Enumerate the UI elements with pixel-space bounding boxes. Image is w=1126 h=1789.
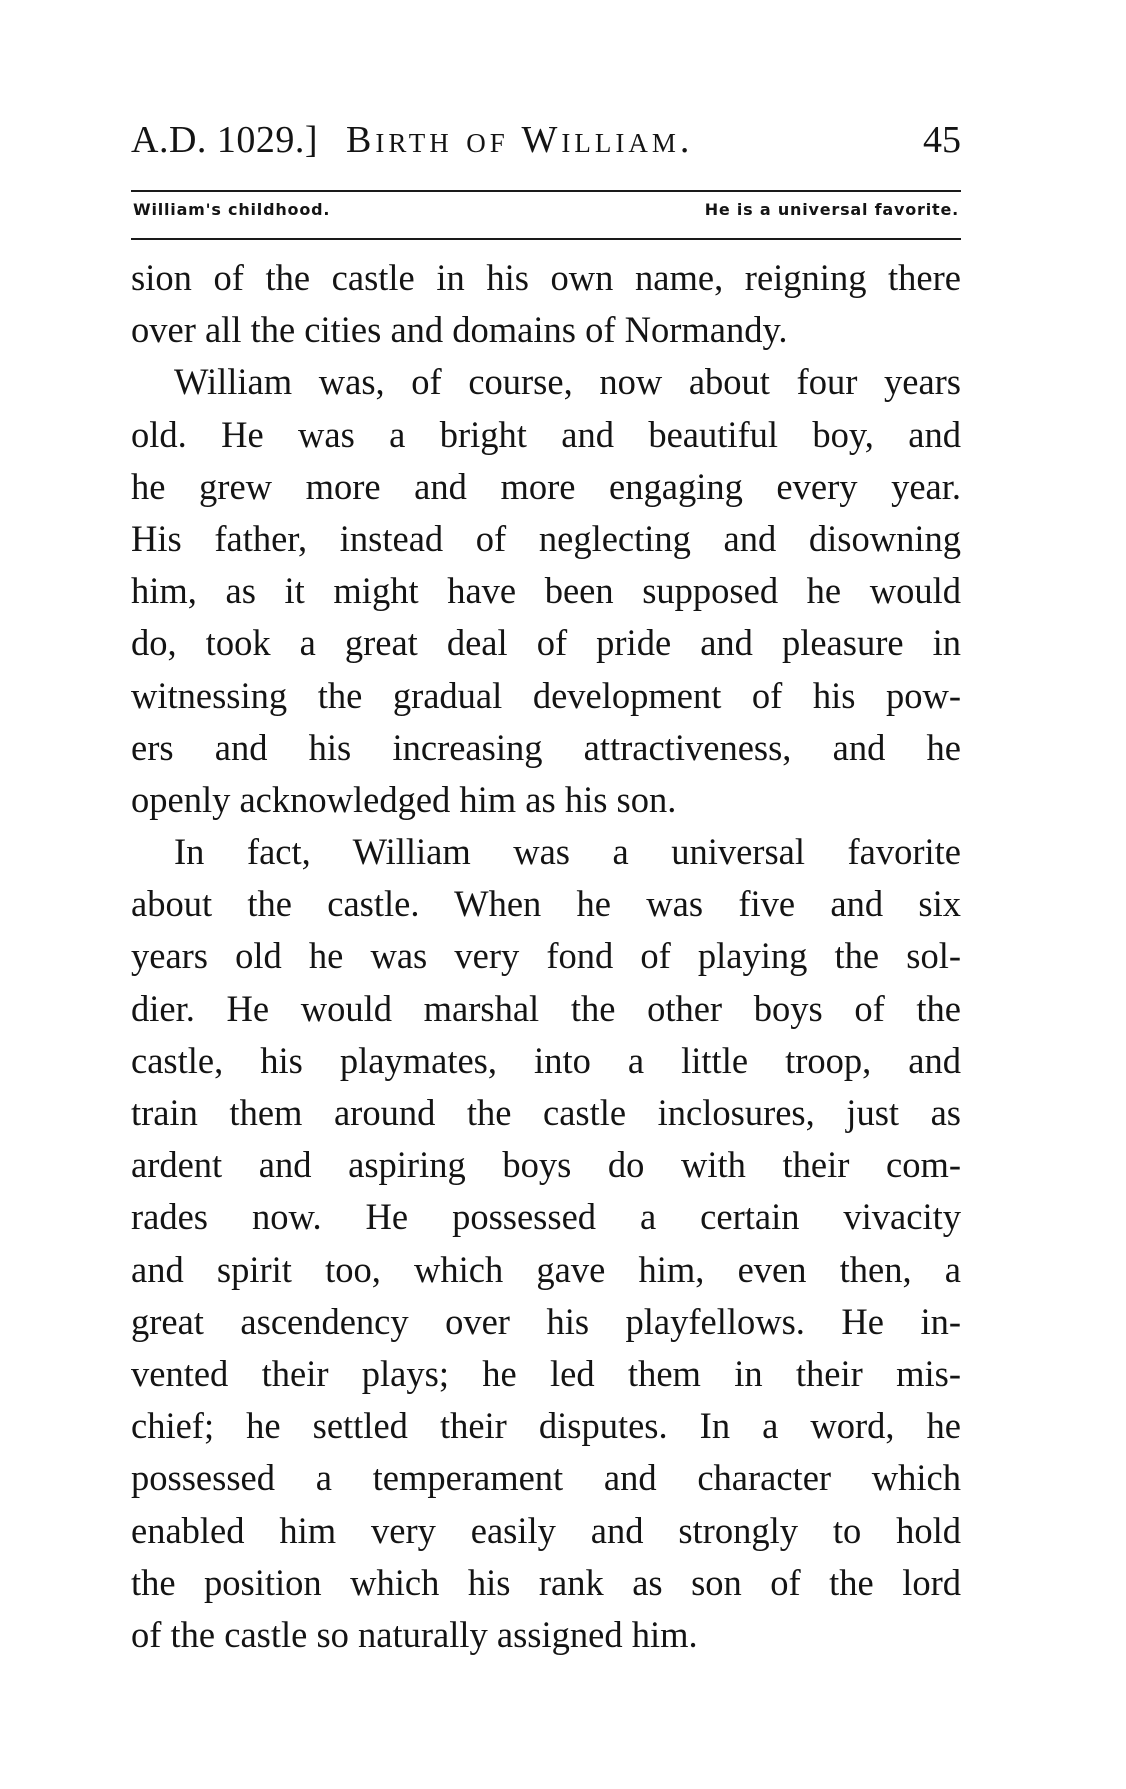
text-line: vented their plays; he led them in their mis- xyxy=(131,1352,961,1394)
header-date: A.D. 1029.] xyxy=(131,119,319,161)
text-line: dier. He would marshal the other boys of the xyxy=(131,987,961,1029)
text-line: witnessing the gradual development of his pow- xyxy=(131,674,961,716)
text-line: William was, of course, now about four years xyxy=(174,361,961,403)
text-line: openly acknowledged him as his son. xyxy=(131,778,677,820)
header-title: Birth of William. xyxy=(346,119,694,161)
text-line: castle, his playmates, into a little troop, and xyxy=(131,1039,961,1081)
text-line: years old he was very fond of playing the sol- xyxy=(131,935,961,977)
text-line: great ascendency over his playfellows. He in- xyxy=(131,1300,961,1342)
page-number: 45 xyxy=(923,119,961,161)
text-line: possessed a temperament and character which xyxy=(131,1457,961,1499)
body-text xyxy=(131,252,961,1661)
header-rule-top xyxy=(131,190,961,192)
text-line: do, took a great deal of pride and pleasure in xyxy=(131,622,961,664)
sidenote-left: William's childhood. xyxy=(133,200,331,219)
text-line: ardent and aspiring boys do with their com- xyxy=(131,1144,961,1186)
text-line: ers and his increasing attractiveness, and he xyxy=(131,726,961,768)
header-rule-bottom xyxy=(131,238,961,240)
text-line: about the castle. When he was five and six xyxy=(131,883,961,925)
text-line: sion of the castle in his own name, reigning there xyxy=(131,257,961,298)
running-head xyxy=(131,118,961,166)
paragraph xyxy=(131,356,961,826)
text-line: the position which his rank as son of the lord xyxy=(131,1561,961,1603)
text-line: In fact, William was a universal favorite xyxy=(174,831,961,873)
text-line: His father, instead of neglecting and disowning xyxy=(131,517,961,559)
text-line: over all the cities and domains of Normandy. xyxy=(131,309,788,351)
text-line: old. He was a bright and beautiful boy, and xyxy=(131,413,961,455)
text-line: enabled him very easily and strongly to hold xyxy=(131,1509,961,1551)
sidenote-right: He is a universal favorite. xyxy=(704,200,959,219)
text-line: chief; he settled their disputes. In a word, he xyxy=(131,1405,961,1447)
text-line: of the castle so naturally assigned him. xyxy=(131,1613,698,1655)
text-line: rades now. He possessed a certain vivacity xyxy=(131,1196,961,1238)
paragraph xyxy=(131,826,961,1661)
text-line: and spirit too, which gave him, even then, a xyxy=(131,1248,961,1290)
paragraph xyxy=(131,252,961,356)
text-line: him, as it might have been supposed he would xyxy=(131,570,961,612)
text-line: train them around the castle inclosures, just as xyxy=(131,1092,961,1133)
text-line: he grew more and more engaging every year. xyxy=(131,465,961,507)
